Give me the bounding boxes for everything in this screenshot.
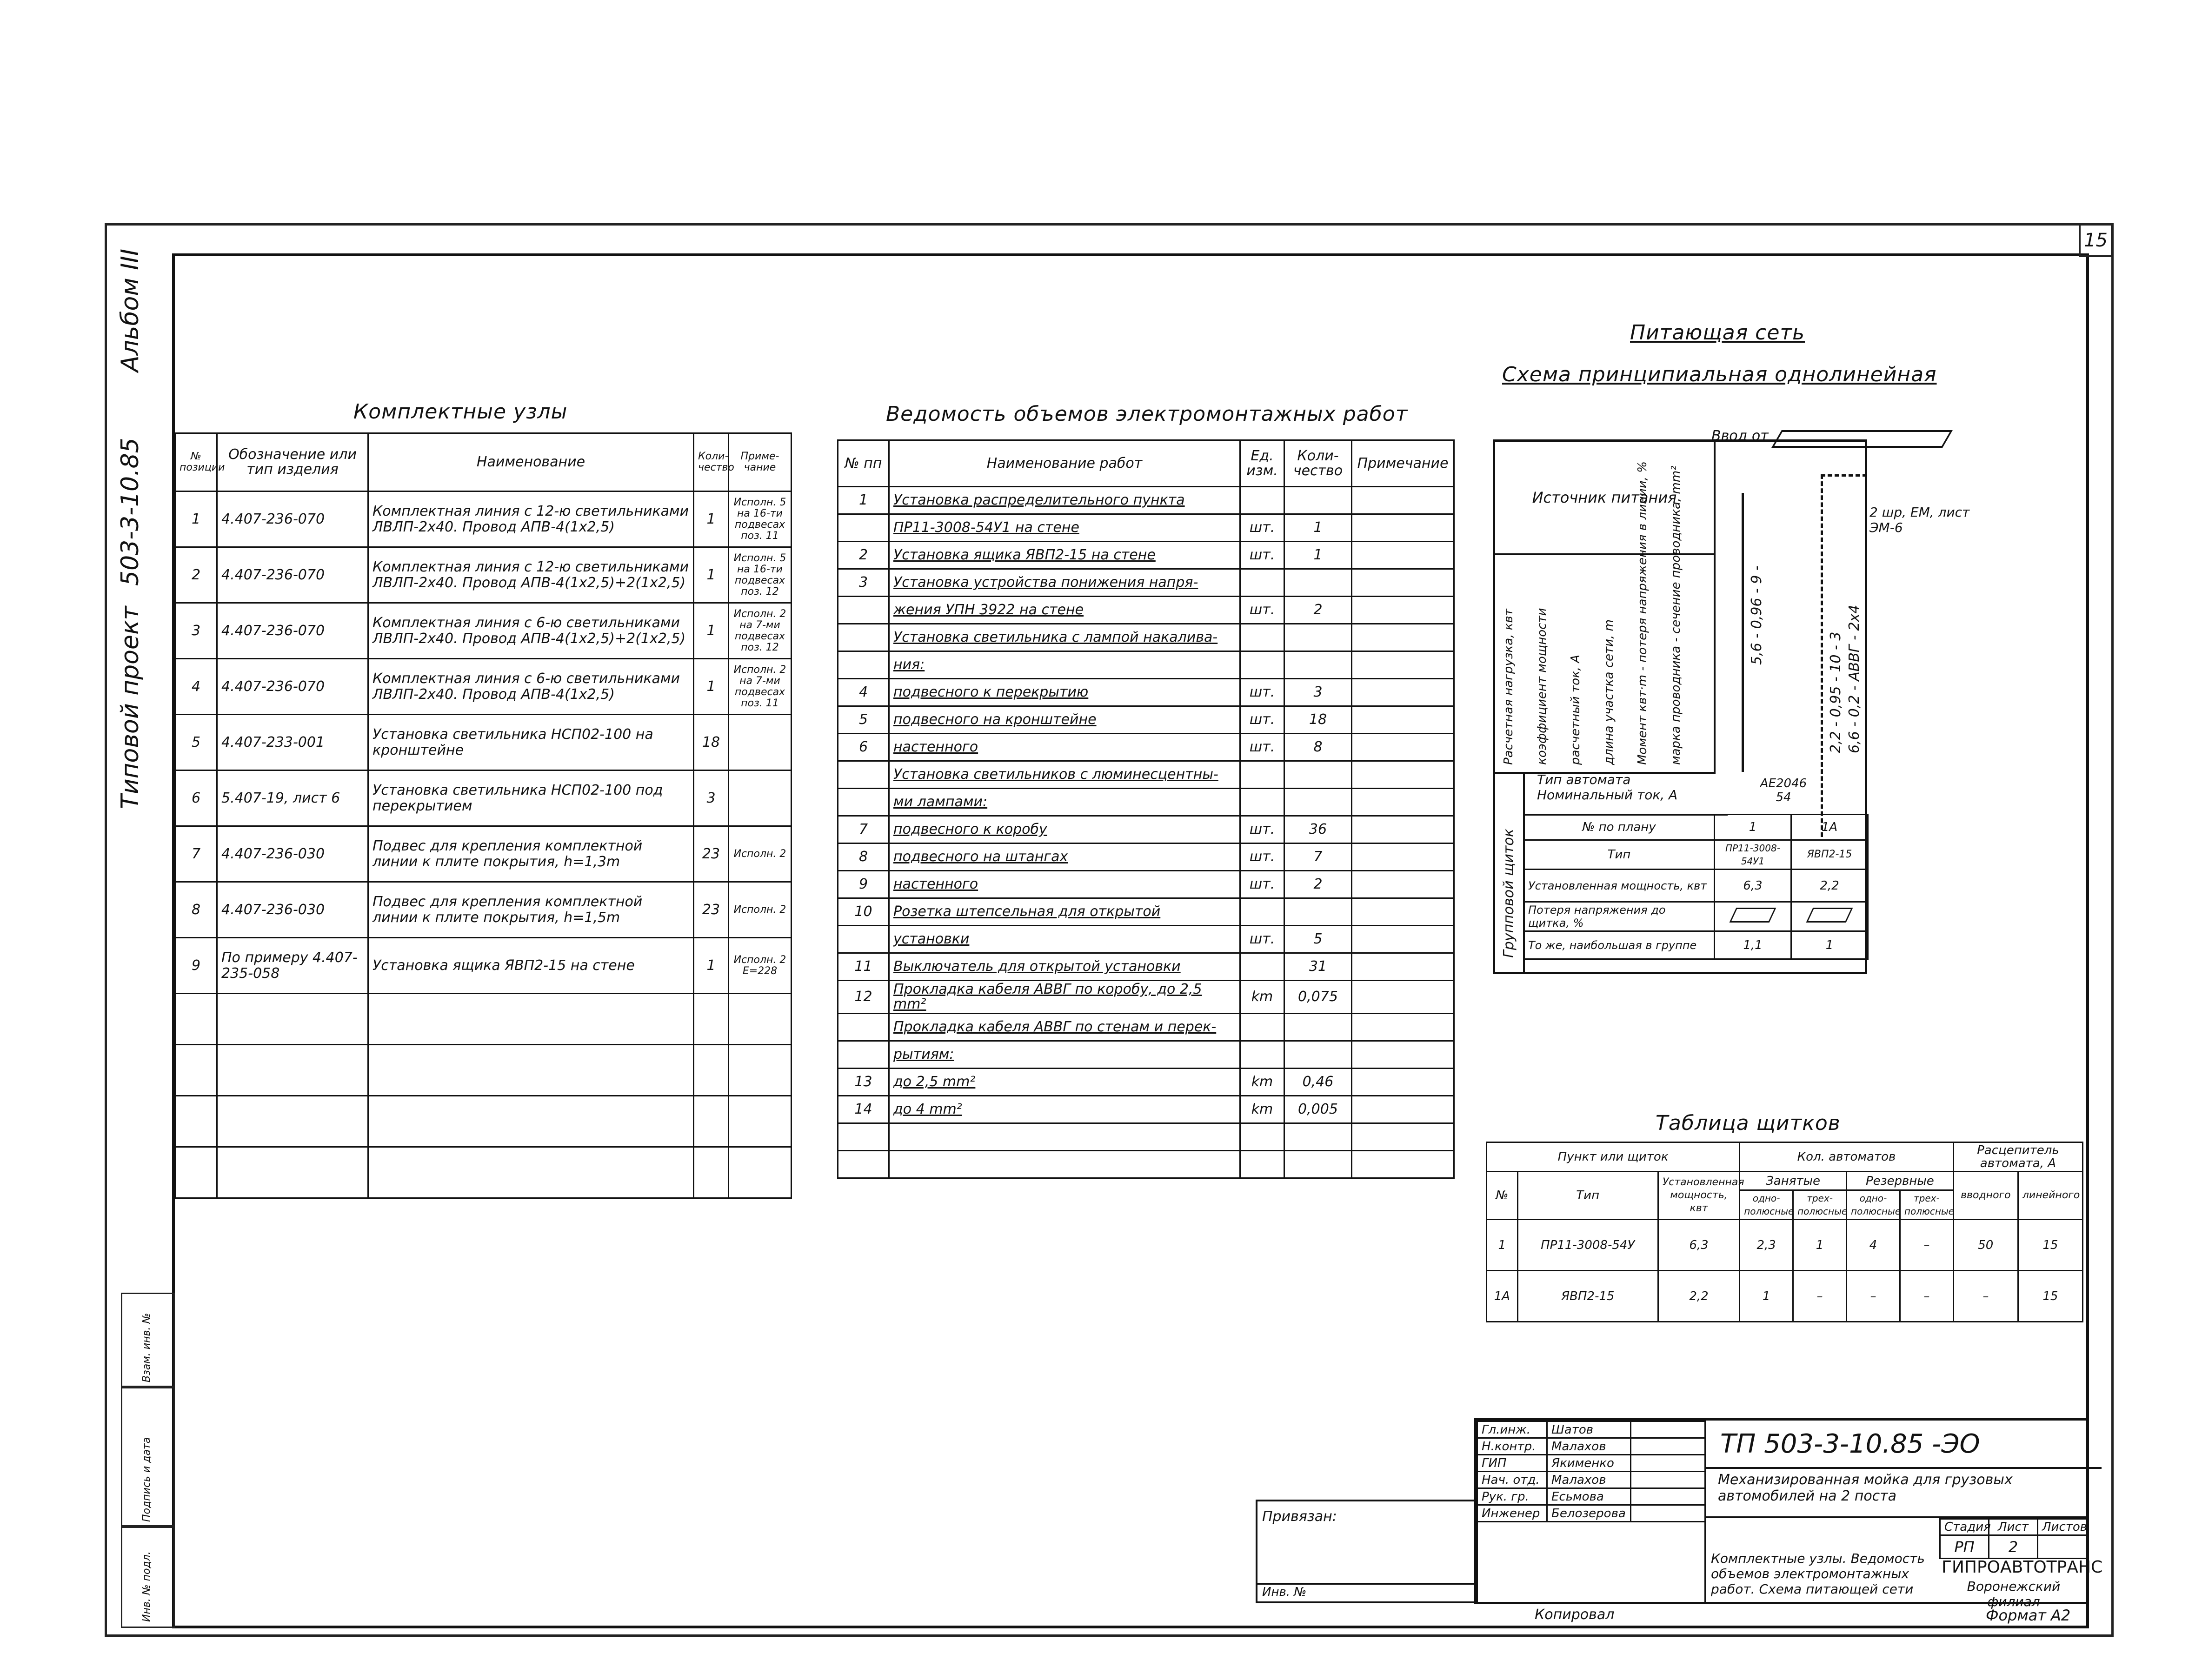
group-label-cell: Групповой щиток: [1495, 772, 1525, 972]
vedomost-table: [837, 439, 1455, 1179]
signature-row: Нач. отд. Малахов: [1477, 1472, 1705, 1488]
feeder-line-1: [1742, 493, 1744, 772]
org-branch: Воронежский филиал: [1967, 1579, 2061, 1609]
vedomost-row: 14 до 4 mm² km 0,005: [838, 1096, 1454, 1123]
vedomost-row: 13 до 2,5 mm² km 0,46: [838, 1069, 1454, 1096]
project-type: Типовой проект: [116, 606, 144, 809]
signature-row: Гл.инж. Шатов: [1477, 1421, 1705, 1438]
vedomost-row: 11 Выключатель для открытой установки 31: [838, 953, 1454, 981]
org-name: ГИПРОАВТОТРАНС: [1942, 1558, 2103, 1577]
reference-label: 2 шр, ЕМ, лист ЭМ-6: [1869, 505, 1970, 535]
komplekt-empty-row: [175, 994, 792, 1045]
signature-row: Инженер Белозерова: [1477, 1505, 1705, 1522]
vedomost-row: ми лампами:: [838, 789, 1454, 816]
komplekt-row: 8 4.407-236-030 Подвес для крепления комплектной линии к плите покрытия, h=1,5m 23 Исполн. 2: [175, 882, 792, 938]
vedomost-row: 9 настенного шт. 2: [838, 871, 1454, 898]
param-label: Момент квт·m - потеря напряжения в линии, %: [1636, 461, 1650, 765]
line1-params: 5,6 - 0,96 - 9 -: [1749, 565, 1765, 665]
project-code: 503-3-10.85: [116, 438, 144, 586]
komplekt-title: Комплектные узлы: [353, 400, 568, 424]
vedomost-row: 6 настенного шт. 8: [838, 734, 1454, 761]
vedomost-row: 4 подвесного к перекрытию шт. 3: [838, 679, 1454, 706]
param-label: расчетный ток, А: [1569, 655, 1583, 765]
vedomost-row: рытиям:: [838, 1041, 1454, 1069]
vedomost-row: ПР11-3008-54У1 на стене шт. 1: [838, 514, 1454, 542]
vedomost-row: Установка светильников с люминесцентны-: [838, 761, 1454, 789]
scheme-table: [1493, 439, 1867, 974]
vedomost-row: 12 Прокладка кабеля АВВГ по коробу, до 2,5 mm² km 0,075: [838, 981, 1454, 1014]
vedomost-row: установки шт. 5: [838, 926, 1454, 953]
komplekt-row: 3 4.407-236-070 Комплектная линия с 6-ю светильниками ЛВЛП-2х40. Провод АПВ-4(1х2,5)+2(1х2,5) 1 Исполн. 2 на 7-ми подвесах поз. 12: [175, 603, 792, 659]
komplekt-row: 1 4.407-236-070 Комплектная линия с 12-ю светильниками ЛВЛП-2х40. Провод АПВ-4(1х2,5) 1 Исполн. 5 на 16-ти подвесах поз. 11: [175, 491, 792, 547]
album-number: Альбом III: [116, 248, 144, 372]
vedomost-row: 2 Установка ящика ЯВП2-15 на стене шт. 1: [838, 542, 1454, 569]
komplekt-table: [174, 432, 792, 1199]
vedomost-row: Прокладка кабеля АВВГ по стенам и перек-: [838, 1014, 1454, 1041]
drawing-code: ТП 503-3-10.85 -ЭО: [1704, 1421, 2102, 1469]
param-label: длина участка сети, m: [1602, 619, 1616, 765]
vedomost-row: [838, 1151, 1454, 1178]
title-block: [1474, 1418, 2103, 1609]
scheme-subtitle: Схема принципиальная однолинейная: [1502, 363, 1937, 386]
copied-label: Копировал: [1535, 1607, 1615, 1623]
param-label: коэффициент мощности: [1535, 608, 1549, 765]
stamp-original-inv: Инв. № подл.: [121, 1525, 175, 1628]
signature-row: Н.контр. Малахов: [1477, 1438, 1705, 1455]
side-header: [107, 248, 163, 818]
shchitki-row: 1 ПР11-3008-54У 6,3 2,3 1 4 – 50 15: [1487, 1220, 2083, 1271]
automat-label-cell: Тип автомата Номинальный ток, А: [1523, 772, 1728, 816]
stamp-replace-inv: Взам. инв. №: [121, 1293, 175, 1388]
komplekt-row: 6 5.407-19, лист 6 Установка светильника НСП02-100 под перекрытием 3: [175, 770, 792, 826]
vedomost-row: 5 подвесного на кронштейне шт. 18: [838, 706, 1454, 734]
vedomost-title: Ведомость объемов электромонтажных работ: [886, 402, 1408, 426]
feeder-line-2-top: [1821, 474, 1867, 477]
vedomost-row: Установка светильника с лампой накалива-: [838, 624, 1454, 651]
line2-params: 2,2 - 0,95 - 10 - 3: [1828, 631, 1844, 753]
komplekt-row: 7 4.407-236-030 Подвес для крепления комплектной линии к плите покрытия, h=1,3m 23 Исполн. 2: [175, 826, 792, 882]
komplekt-empty-row: [175, 1045, 792, 1096]
komplekt-row: 2 4.407-236-070 Комплектная линия с 12-ю светильниками ЛВЛП-2х40. Провод АПВ-4(1х2,5)+2(1х2,5) 1 Исполн. 5 на 16-ти подвесах поз. 12: [175, 547, 792, 603]
komplekt-row: 4 4.407-236-070 Комплектная линия с 6-ю светильниками ЛВЛП-2х40. Провод АПВ-4(1х2,5) 1 Исполн. 2 на 7-ми подвесах поз. 11: [175, 659, 792, 715]
stamp-signature-date: Подпись и дата: [121, 1386, 175, 1528]
signature-grid: [1477, 1421, 1704, 1532]
param-label: марка проводника - сечение проводника, mm²: [1669, 465, 1683, 765]
vedomost-row: жения УПН 3922 на стене шт. 2: [838, 597, 1454, 624]
feeder-line-2: [1821, 474, 1823, 837]
vedomost-row: 8 подвесного на штангах шт. 7: [838, 843, 1454, 871]
side-stamp-block: [121, 1293, 172, 1627]
sheet-title: Комплектные узлы. Ведомость объемов электромонтажных работ. Схема питающей сети: [1704, 1518, 1939, 1602]
shchitki-table: Пункт или щиток Кол. автоматов Расцепитель автомата, А № Тип Установленная мощность, квт Занятые Резервные вводного линейного одно-полюсные трех-полюсные одно-полюсные трех-полюсные 1 ПР11-3008-54У 6,3 2,3 1 4 – 50 15 1А ЯВП2-15 2,2 1 – – – – 15: [1486, 1142, 2083, 1322]
vedomost-row: ния:: [838, 651, 1454, 679]
param-label: Расчетная нагрузка, квт: [1502, 609, 1516, 765]
line2-cable: 6,6 - 0,2 - АВВГ - 2х4: [1846, 604, 1863, 753]
privyazan-box: Привязан: Инв. №: [1256, 1500, 1478, 1603]
vedomost-row: [838, 1123, 1454, 1151]
shchitki-row: 1А ЯВП2-15 2,2 1 – – – – 15: [1487, 1271, 2083, 1322]
komplekt-row: 5 4.407-233-001 Установка светильника НСП02-100 на кронштейне 18: [175, 715, 792, 770]
shchitki-title: Таблица щитков: [1656, 1111, 1841, 1135]
input-label: Ввод от: [1711, 428, 1769, 444]
komplekt-empty-row: [175, 1096, 792, 1147]
signature-row: Рук. гр. Есьмова: [1477, 1488, 1705, 1505]
loss-box-1: [1730, 908, 1776, 923]
format-label: Формат А2: [1986, 1607, 2071, 1624]
vedomost-row: 7 подвесного к коробу шт. 36: [838, 816, 1454, 843]
komplekt-empty-row: [175, 1147, 792, 1198]
signature-row: ГИП Якименко: [1477, 1455, 1705, 1472]
source-label: Источник питания: [1495, 442, 1716, 555]
komplekt-header: № позиции Обозначение или тип изделия Наименование Коли-чество Приме-чание: [175, 433, 792, 491]
stage-table: Стадия Лист Листов РП 2: [1939, 1518, 2087, 1559]
scheme-title: Питающая сеть: [1630, 321, 1805, 345]
sheet-number: 15: [2079, 223, 2113, 257]
vedomost-row: 3 Установка устройства понижения напря-: [838, 569, 1454, 597]
vedomost-header: № пп Наименование работ Ед. изм. Коли-чество Примечание: [838, 440, 1454, 487]
automat-value: АЕ2046 54: [1760, 777, 1807, 804]
vedomost-row: 1 Установка распределительного пункта: [838, 487, 1454, 514]
loss-box-2: [1806, 908, 1853, 923]
object-name: Механизированная мойка для грузовых автомобилей на 2 поста: [1704, 1467, 2086, 1518]
komplekt-row: 9 По примеру 4.407-235-058 Установка ящика ЯВП2-15 на стене 1 Исполн. 2 Е=228: [175, 938, 792, 994]
vedomost-row: 10 Розетка штепсельная для открытой: [838, 898, 1454, 926]
group-rows: № по плану 1 1А Тип ПР11-3008-54У1 ЯВП2-15 Установленная мощность, квт 6,3 2,2 Потеря напряжения до щитка, % То же, наибольшая в группе 1,1 1: [1523, 814, 1867, 972]
